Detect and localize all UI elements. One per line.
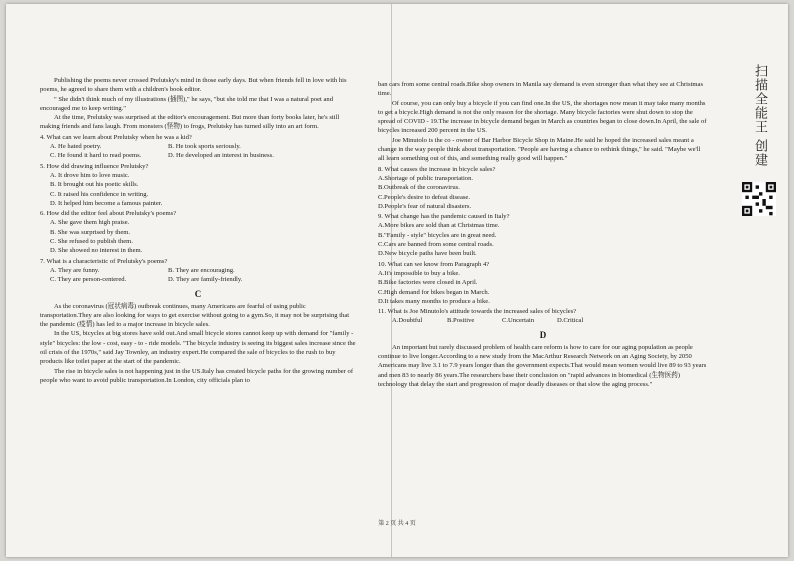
option: D. They are family-friendly. [168, 276, 243, 284]
option: B.Bike factories were closed in April. [378, 279, 478, 287]
passage-paragraph: As the coronavirus (冠状病毒) outbreak continues, many Americans are fearful of using public transportation.They are also looking for ways to get exercise without going to a gym.So, it may not be surprising that the pandemic (疫情) has led to a major increase in bicycle sales. [40, 302, 350, 329]
watermark-text: 扫描全能王 创建 [752, 64, 767, 168]
option: B. They are encouraging. [168, 266, 235, 274]
option: B. It brought out his poetic skills. [50, 181, 139, 189]
option: A. They are funny. [50, 266, 100, 274]
passage-paragraph: Of course, you can only buy a bicycle if you can find one.In the US, the shortages now mean it may take many months to get a bicycle.High demand is not the only reason for the shortage. Many bicycle factories were shut down to stop the spread of COVID - 19.The increase in bicycle demand began in March as countries began to close down.In April, the sale of bicycles increased 200 percent in the US. [378, 99, 707, 135]
option: A. She gave them high praise. [50, 219, 130, 227]
option: A.It's impossible to buy a bike. [378, 269, 460, 277]
option: C. He found it hard to read poems. [50, 152, 142, 160]
passage-paragraph: In the US, bicycles at big stores have sold out.And small bicycle stores cannot keep up with demand for "family - style" bicycles: the low - cost, easy - to - ride models. "The bicycle industry is seeing its biggest sales increase since the oil crisis of the 1970s," said Jay Townley, an industry expert.He compared the sale of bicycles to the rush to buy products like toilet paper at the start of the pandemic. [40, 330, 356, 366]
question-stem: 9. What change has the pandemic caused in Italy? [378, 213, 510, 221]
exam-page [6, 4, 788, 557]
option: C.People's desire to defeat disease. [378, 193, 471, 201]
question-8 [378, 165, 708, 211]
question-stem: 10. What can we know from Paragraph 4? [378, 260, 490, 268]
passage-paragraph: At the time, Prelutsky was surprised at the editor's encouragement. But more than forty books later, he's still making friends and fans laugh. From monsters (怪物) to frogs, Prelutsky has turned silly into an art form. [40, 114, 340, 131]
option: C. They are person-centered. [50, 276, 127, 284]
option: A. He hated poetry. [50, 143, 102, 151]
option: C.High demand for bikes began in March. [378, 288, 490, 296]
option: A.Shortage of public transportation. [378, 174, 474, 182]
question-stem: 8. What causes the increase in bicycle sales? [378, 165, 496, 173]
option: D. He developed an interest in business. [168, 152, 274, 160]
passage-paragraph: ban cars from some central roads.Bike shop owners in Manila say demand is even stronger than what they see at Christmas time. [378, 81, 704, 98]
option: A.Doubtful [392, 317, 423, 325]
option: C.Uncertain [502, 317, 535, 325]
question-stem: 4. What can we learn about Prelutsky when he was a kid? [40, 133, 192, 141]
question-4 [40, 133, 356, 161]
option: D. It helped him become a famous painter. [50, 199, 163, 207]
option: D.New bicycle paths have been built. [378, 250, 477, 258]
option: D.Critical [557, 317, 584, 325]
passage-paragraph: " She didn't think much of my illustrations (插图)," he says, "but she told me that I was a natural poet and encouraged me to keep writing." [40, 95, 334, 112]
question-stem: 6. How did the editor feel about Prelutsky's poems? [40, 210, 177, 218]
question-10 [378, 260, 708, 306]
section-heading-d: D [539, 329, 547, 340]
option: C. It raised his confidence in writing. [50, 190, 149, 198]
right-column [378, 80, 708, 389]
option: B. He took sports seriously. [168, 143, 241, 151]
option: C.Cars are banned from some central roads. [378, 241, 494, 249]
question-5 [40, 162, 356, 208]
option: B.Outbreak of the coronavirus. [378, 184, 460, 192]
option: A.More bikes are sold than at Christmas time. [378, 222, 500, 230]
question-stem: 5. How did drawing influence Prelutsky? [40, 162, 149, 170]
option: D.People's fear of natural disasters. [378, 202, 472, 210]
passage-paragraph: The rise in bicycle sales is not happening just in the US.Italy has created bicycle paths for the growing number of people who want to avoid public transportation.In London, city officials plan to [40, 367, 354, 384]
option: B.Positive [447, 317, 475, 325]
option: D.It takes many months to produce a bike. [378, 297, 490, 305]
option: D. She showed no interest in them. [50, 247, 143, 255]
section-heading-c: C [194, 288, 202, 299]
question-stem: 11. What is Joe Minutolo's attitude towards the increased sales of bicycles? [378, 308, 577, 316]
passage-paragraph: Publishing the poems never crossed Prelutsky's mind in those early days. But when friends fell in love with his poems, he agreed to share them with a children's book editor. [40, 77, 347, 94]
page-footer: 第 2 页 共 4 页 [378, 521, 416, 527]
passage-paragraph: Joe Minutolo is the co - owner of Bar Harbor Bicycle Shop in Maine.He said he hoped the increased sales meant a change in the way people think about transportation. "People are having a chance to rethink things," he said. "Maybe we'll all learn something out of this, and something really good will happen." [378, 136, 701, 163]
option: B."Family - style" bicycles are in great need. [378, 231, 497, 239]
qr-code-icon [742, 182, 776, 216]
question-6 [40, 209, 356, 255]
option: C. She refused to publish them. [50, 238, 133, 246]
left-column [40, 76, 356, 385]
question-7 [40, 257, 356, 285]
question-11 [378, 307, 708, 326]
option: A. It drove him to love music. [50, 171, 130, 179]
question-9 [378, 212, 708, 258]
option: B. She was surprised by them. [50, 228, 131, 236]
question-stem: 7. What is a characteristic of Prelutsky's poems? [40, 257, 168, 265]
passage-paragraph: An important but rarely discussed problem of health care reform is how to care for our aging population as people continue to live longer.According to a new study from the MacArthur Research Network on an Aging Society, by 2050 Americans may live 3.1 to 7.9 years longer than the government expects.That would mean women would live 89 to 93 years and men 83 to nearly 86 years.The researchers base their conclusion on "rapid advances in biomedical (生物医药) technology that delay the start and progression of major deadly diseases or that slow the aging process." [378, 343, 707, 388]
